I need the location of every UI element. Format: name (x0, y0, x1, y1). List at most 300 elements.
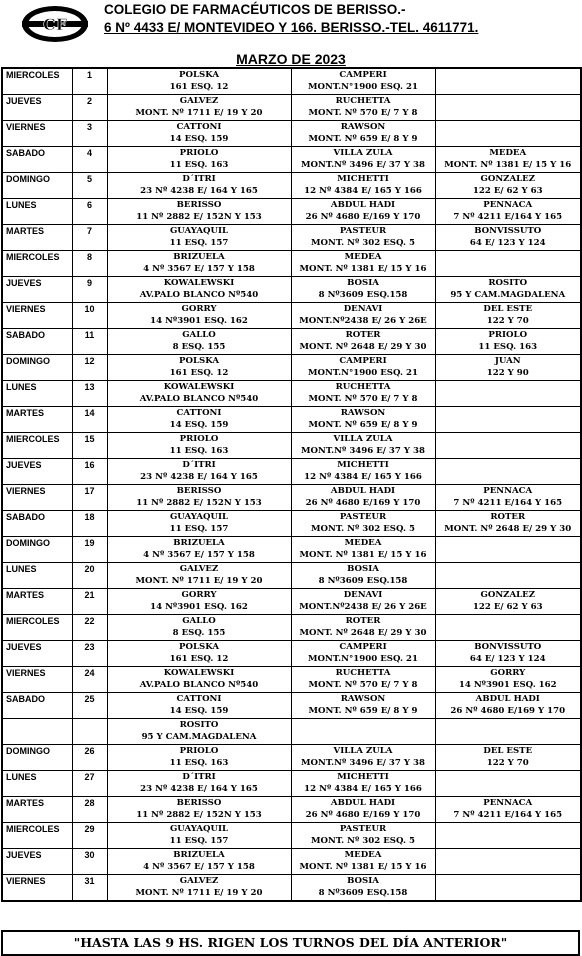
pharmacy-address: 14 ESQ. 159 (169, 134, 229, 144)
pharmacy-name: ABDUL HADI (330, 200, 396, 210)
pharmacy-cell (435, 693, 581, 719)
pharmacy-cell (291, 563, 435, 589)
page-title: MARZO DE 2023 (236, 51, 346, 67)
pharmacy-address: MONT.Nº2438 E/ 26 Y 26E (299, 602, 427, 612)
pharmacy-address: 11 ESQ. 163 (478, 342, 538, 352)
day-name: SABADO (2, 693, 72, 719)
pharmacy-name: RUCHETTA (335, 668, 391, 678)
footer-note: "HASTA LAS 9 HS. RIGEN LOS TURNOS DEL DÍA ANTERIOR" (1, 930, 580, 956)
pharmacy-address: 8 Nº3609 ESQ.158 (318, 290, 408, 300)
pharmacy-cell (291, 849, 435, 875)
pharmacy-cell (291, 251, 435, 277)
pharmacy-address: 26 Nº 4680 E/169 Y 170 (305, 212, 421, 222)
pharmacy-name: MEDEA (344, 538, 382, 548)
pharmacy-name: GORRY (181, 590, 217, 600)
pharmacy-name: CAMPERI (339, 642, 387, 652)
pharmacy-name: RAWSON (340, 694, 386, 704)
pharmacy-address: 161 ESQ. 12 (169, 82, 229, 92)
pharmacy-cell (435, 381, 581, 407)
pharmacy-cell (435, 641, 581, 667)
pharmacy-address: 11 ESQ. 157 (169, 238, 229, 248)
pharmacy-cell (435, 329, 581, 355)
day-number: 10 (72, 303, 107, 329)
pharmacy-address: MONT.Nº 3496 E/ 37 Y 38 (301, 446, 425, 456)
pharmacy-name: BERISSO (176, 200, 222, 210)
table-row (2, 875, 581, 902)
pharmacy-name: BOSIA (347, 876, 379, 886)
pharmacy-cell (107, 68, 291, 95)
pharmacy-name: ABDUL HADI (475, 694, 540, 704)
pharmacy-address: AV.PALO BLANCO Nº540 (139, 680, 259, 690)
pharmacy-name: BOSIA (347, 564, 379, 574)
pharmacy-cell (435, 745, 581, 771)
pharmacy-cell (107, 147, 291, 173)
pharmacy-cell (435, 173, 581, 199)
table-row (2, 277, 581, 303)
pharmacy-cell (107, 95, 291, 121)
table-row (2, 823, 581, 849)
day-name: SABADO (2, 329, 72, 355)
day-name: MARTES (2, 225, 72, 251)
pharmacy-cell (291, 95, 435, 121)
pharmacy-name: BERISSO (176, 486, 222, 496)
pharmacy-cell (107, 303, 291, 329)
pharmacy-cell (291, 173, 435, 199)
pharmacy-cell (107, 563, 291, 589)
pharmacy-name: ABDUL HADI (330, 798, 396, 808)
pharmacy-cell (107, 277, 291, 303)
svg-text:CF: CF (42, 15, 68, 34)
day-number: 25 (72, 693, 107, 719)
pharmacy-cell (291, 459, 435, 485)
day-number: 28 (72, 797, 107, 823)
pharmacy-name: GALLO (182, 616, 216, 626)
pharmacy-cell (291, 537, 435, 563)
day-number: 19 (72, 537, 107, 563)
pharmacy-name: GUAYAQUIL (169, 824, 229, 834)
pharmacy-cell (435, 277, 581, 303)
pharmacy-cell (435, 589, 581, 615)
table-row (2, 68, 581, 95)
pharmacy-address: MONT. Nº 570 E/ 7 Y 8 (308, 108, 418, 118)
pharmacy-address: MONT. Nº 659 E/ 8 Y 9 (308, 134, 418, 144)
pharmacy-cell (435, 667, 581, 693)
pharmacy-cell (107, 719, 291, 745)
day-number: 4 (72, 147, 107, 173)
pharmacy-cell (435, 251, 581, 277)
pharmacy-name: GALVEZ (179, 564, 219, 574)
table-row (2, 225, 581, 251)
pharmacy-address: 14 ESQ. 159 (169, 420, 229, 430)
day-number: 23 (72, 641, 107, 667)
pharmacy-name: PRIOLO (179, 148, 219, 158)
pharmacy-cell (435, 537, 581, 563)
day-name: JUEVES (2, 277, 72, 303)
day-number: 22 (72, 615, 107, 641)
pharmacy-name: KOWALEWSKI (163, 382, 235, 392)
pharmacy-cell (107, 225, 291, 251)
pharmacy-address: MONT.N°1900 ESQ. 21 (308, 82, 418, 92)
pharmacy-name: GALVEZ (179, 876, 219, 886)
pharmacy-cell (107, 537, 291, 563)
pharmacy-name: GONZALEZ (480, 590, 535, 600)
pharmacy-cell (291, 719, 435, 745)
pharmacy-name: PRIOLO (179, 746, 219, 756)
pharmacy-cell (107, 381, 291, 407)
pharmacy-name: PRIOLO (179, 434, 219, 444)
day-number (72, 719, 107, 745)
day-number: 31 (72, 875, 107, 902)
pharmacy-name: BONVISSUTO (474, 226, 542, 236)
pharmacy-cell (435, 511, 581, 537)
pharmacy-cell (291, 823, 435, 849)
pharmacy-address: 11 Nº 2882 E/ 152N Y 153 (136, 212, 262, 222)
pharmacy-name: PENNACA (483, 200, 533, 210)
pharmacy-cell (435, 615, 581, 641)
pharmacy-address: 12 Nº 4384 E/ 165 Y 166 (304, 784, 422, 794)
day-number: 3 (72, 121, 107, 147)
day-name: MIERCOLES (2, 68, 72, 95)
pharmacy-address: 23 Nº 4238 E/ 164 Y 165 (140, 784, 258, 794)
pharmacy-name: POLSKA (179, 356, 219, 366)
pharmacy-address: 23 Nº 4238 E/ 164 Y 165 (140, 472, 258, 482)
pharmacy-address: MONT. Nº 302 ESQ. 5 (311, 836, 415, 846)
pharmacy-cell (435, 95, 581, 121)
pharmacy-cell (291, 277, 435, 303)
pharmacy-name: BRIZUELA (173, 538, 225, 548)
pharmacy-address: MONT. Nº 2648 E/ 29 Y 30 (444, 524, 572, 534)
pharmacy-cell (291, 147, 435, 173)
day-number: 27 (72, 771, 107, 797)
pharmacy-cell (291, 745, 435, 771)
pharmacy-cell (107, 823, 291, 849)
pharmacy-address: 11 ESQ. 157 (169, 836, 229, 846)
pharmacy-address: MONT.N°1900 ESQ. 21 (308, 654, 418, 664)
pharmacy-address: 26 Nº 4680 E/169 Y 170 (305, 498, 421, 508)
pharmacy-cell (291, 693, 435, 719)
day-number: 5 (72, 173, 107, 199)
header (0, 0, 582, 48)
pharmacy-cell (107, 459, 291, 485)
pharmacy-cell (291, 797, 435, 823)
pharmacy-name: PRIOLO (488, 330, 528, 340)
pharmacy-name: KOWALEWSKI (163, 278, 235, 288)
pharmacy-address: 14 Nº3901 ESQ. 162 (150, 602, 248, 612)
pharmacy-address: MONT. Nº 1381 E/ 15 Y 16 (299, 862, 427, 872)
day-number: 2 (72, 95, 107, 121)
pharmacy-cell (291, 641, 435, 667)
pharmacy-cell (107, 667, 291, 693)
pharmacy-address: MONT.Nº 3496 E/ 37 Y 38 (301, 758, 425, 768)
pharmacy-address: 11 ESQ. 163 (169, 446, 229, 456)
table-row (2, 537, 581, 563)
pharmacy-name: JUAN (494, 356, 521, 366)
pharmacy-cell (291, 355, 435, 381)
day-name (2, 719, 72, 745)
day-name: DOMINGO (2, 355, 72, 381)
pharmacy-address: 4 Nº 3567 E/ 157 Y 158 (143, 550, 255, 560)
pharmacy-name: ABDUL HADI (330, 486, 396, 496)
pharmacy-name: RUCHETTA (335, 382, 391, 392)
pharmacy-address: 122 E/ 62 Y 63 (472, 186, 543, 196)
day-name: MARTES (2, 407, 72, 433)
pharmacy-address: 14 ESQ. 159 (169, 706, 229, 716)
pharmacy-address: 95 Y CAM.MAGDALENA (450, 290, 566, 300)
pharmacy-address: MONT.Nº2438 E/ 26 Y 26E (299, 316, 427, 326)
pharmacy-address: 7 Nº 4211 E/164 Y 165 (453, 810, 563, 820)
pharmacy-cell (435, 823, 581, 849)
pharmacy-address: 26 Nº 4680 E/169 Y 170 (305, 810, 421, 820)
pharmacy-cell (291, 329, 435, 355)
pharmacy-cell (435, 225, 581, 251)
pharmacy-address: 122 Y 70 (486, 758, 529, 768)
pharmacy-address: 64 E/ 123 Y 124 (469, 238, 546, 248)
pharmacy-address: 122 Y 90 (486, 368, 529, 378)
pharmacy-name: GUAYAQUIL (169, 512, 229, 522)
college-address: 6 Nº 4433 E/ MONTEVIDEO Y 166. BERISSO.-TEL. 4611771. (104, 20, 479, 35)
table-row (2, 719, 581, 745)
table-row (2, 667, 581, 693)
pharmacy-name: MEDEA (344, 252, 382, 262)
day-name: VIERNES (2, 485, 72, 511)
table-row (2, 173, 581, 199)
pharmacy-address: MONT. Nº 1711 E/ 19 Y 20 (135, 888, 263, 898)
pharmacy-name: MICHETTI (337, 460, 389, 470)
pharmacy-cell (291, 381, 435, 407)
table-row (2, 563, 581, 589)
day-name: MIERCOLES (2, 433, 72, 459)
pharmacy-name: MICHETTI (337, 772, 389, 782)
day-number: 9 (72, 277, 107, 303)
day-name: SABADO (2, 147, 72, 173)
pharmacy-cell (107, 771, 291, 797)
pharmacy-address: 122 E/ 62 Y 63 (472, 602, 543, 612)
day-number: 17 (72, 485, 107, 511)
pharmacy-name: DENAVI (343, 590, 383, 600)
pharmacy-name: KOWALEWSKI (163, 668, 235, 678)
pharmacy-cell (435, 485, 581, 511)
day-name: VIERNES (2, 875, 72, 902)
pharmacy-cell (291, 511, 435, 537)
pharmacy-cell (107, 485, 291, 511)
pharmacy-name: CATTONI (176, 408, 222, 418)
pharmacy-cell (107, 433, 291, 459)
pharmacy-name: GALVEZ (179, 96, 219, 106)
day-number: 7 (72, 225, 107, 251)
pharmacy-name: CATTONI (176, 694, 222, 704)
table-row (2, 511, 581, 537)
pharmacy-name: MEDEA (344, 850, 382, 860)
pharmacy-name: GORRY (181, 304, 217, 314)
pharmacy-name: GUAYAQUIL (169, 226, 229, 236)
pharmacy-address: AV.PALO BLANCO Nº540 (139, 290, 259, 300)
day-name: SABADO (2, 511, 72, 537)
pharmacy-name: PASTEUR (339, 512, 387, 522)
pharmacy-address: 64 E/ 123 Y 124 (469, 654, 546, 664)
pharmacy-name: ROTER (490, 512, 526, 522)
pharmacy-name: DEL ESTE (483, 304, 533, 314)
pharmacy-address: MONT. Nº 1381 E/ 15 Y 16 (299, 264, 427, 274)
college-logo (20, 4, 90, 44)
day-name: JUEVES (2, 641, 72, 667)
table-row (2, 589, 581, 615)
pharmacy-address: 122 Y 70 (486, 316, 529, 326)
table-row (2, 433, 581, 459)
pharmacy-cell (291, 615, 435, 641)
pharmacy-address: 161 ESQ. 12 (169, 368, 229, 378)
table-row (2, 251, 581, 277)
pharmacy-address: 14 Nº3901 ESQ. 162 (150, 316, 248, 326)
pharmacy-cell (291, 199, 435, 225)
pharmacy-cell (107, 849, 291, 875)
pharmacy-name: ROTER (345, 616, 381, 626)
table-row (2, 771, 581, 797)
pharmacy-address: 12 Nº 4384 E/ 165 Y 166 (304, 472, 422, 482)
pharmacy-name: BERISSO (176, 798, 222, 808)
day-name: JUEVES (2, 459, 72, 485)
day-number: 30 (72, 849, 107, 875)
pharmacy-cell (291, 771, 435, 797)
pharmacy-address: 4 Nº 3567 E/ 157 Y 158 (143, 862, 255, 872)
pharmacy-cell (107, 589, 291, 615)
table-row (2, 95, 581, 121)
pharmacy-cell (435, 797, 581, 823)
day-name: LUNES (2, 199, 72, 225)
pharmacy-address: 12 Nº 4384 E/ 165 Y 166 (304, 186, 422, 196)
pharmacy-address: 161 ESQ. 12 (169, 654, 229, 664)
pharmacy-cell (107, 797, 291, 823)
pharmacy-cell (435, 68, 581, 95)
table-row (2, 797, 581, 823)
day-name: DOMINGO (2, 173, 72, 199)
day-name: MIERCOLES (2, 823, 72, 849)
table-row (2, 459, 581, 485)
pharmacy-name: GORRY (490, 668, 526, 678)
day-number: 14 (72, 407, 107, 433)
pharmacy-name: D´ITRI (182, 772, 216, 782)
pharmacy-address: MONT. Nº 659 E/ 8 Y 9 (308, 706, 418, 716)
pharmacy-address: MONT. Nº 1711 E/ 19 Y 20 (135, 108, 263, 118)
pharmacy-name: D´ITRI (182, 460, 216, 470)
day-name: LUNES (2, 381, 72, 407)
pharmacy-name: RAWSON (340, 122, 386, 132)
table-row (2, 147, 581, 173)
pharmacy-cell (107, 173, 291, 199)
pharmacy-cell (107, 407, 291, 433)
pharmacy-cell (435, 563, 581, 589)
table-row (2, 693, 581, 719)
day-number: 24 (72, 667, 107, 693)
college-name: COLEGIO DE FARMACÉUTICOS DE BERISSO.- (104, 2, 406, 17)
day-name: VIERNES (2, 121, 72, 147)
day-number: 6 (72, 199, 107, 225)
pharmacy-cell (435, 849, 581, 875)
pharmacy-address: MONT. Nº 659 E/ 8 Y 9 (308, 420, 418, 430)
pharmacy-cell (291, 68, 435, 95)
table-row (2, 407, 581, 433)
pharmacy-cell (107, 511, 291, 537)
pharmacy-address: 23 Nº 4238 E/ 164 Y 165 (140, 186, 258, 196)
pharmacy-address: MONT. Nº 2648 E/ 29 Y 30 (299, 342, 427, 352)
pharmacy-name: DEL ESTE (483, 746, 533, 756)
day-number: 26 (72, 745, 107, 771)
pharmacy-address: 11 ESQ. 163 (169, 160, 229, 170)
pharmacy-cell (107, 329, 291, 355)
table-row (2, 199, 581, 225)
table-row (2, 485, 581, 511)
day-name: MIERCOLES (2, 615, 72, 641)
day-number: 8 (72, 251, 107, 277)
pharmacy-address: 26 Nº 4680 E/169 Y 170 (450, 706, 566, 716)
pharmacy-cell (107, 251, 291, 277)
table-row (2, 329, 581, 355)
pharmacy-cell (435, 719, 581, 745)
pharmacy-address: MONT. Nº 302 ESQ. 5 (311, 238, 415, 248)
day-name: LUNES (2, 563, 72, 589)
pharmacy-address: MONT. Nº 1381 E/ 15 Y 16 (299, 550, 427, 560)
day-name: DOMINGO (2, 745, 72, 771)
pharmacy-address: 8 ESQ. 155 (172, 628, 226, 638)
pharmacy-cell (435, 147, 581, 173)
pharmacy-address: MONT.N°1900 ESQ. 21 (308, 368, 418, 378)
pharmacy-cell (291, 225, 435, 251)
pharmacy-name: GONZALEZ (480, 174, 535, 184)
pharmacy-cell (435, 433, 581, 459)
pharmacy-cell (107, 641, 291, 667)
pharmacy-address: MONT. Nº 1711 E/ 19 Y 20 (135, 576, 263, 586)
pharmacy-cell (435, 771, 581, 797)
day-name: DOMINGO (2, 537, 72, 563)
day-number: 21 (72, 589, 107, 615)
pharmacy-cell (291, 667, 435, 693)
pharmacy-address: 11 ESQ. 163 (169, 758, 229, 768)
pharmacy-cell (291, 589, 435, 615)
pharmacy-name: DENAVI (343, 304, 383, 314)
pharmacy-cell (291, 433, 435, 459)
pharmacy-address: 7 Nº 4211 E/164 Y 165 (453, 212, 563, 222)
pharmacy-schedule-table (1, 67, 582, 902)
pharmacy-name: BOSIA (347, 278, 379, 288)
pharmacy-address: 11 Nº 2882 E/ 152N Y 153 (136, 498, 262, 508)
pharmacy-name: PENNACA (483, 798, 533, 808)
pharmacy-cell (435, 459, 581, 485)
pharmacy-name: PASTEUR (339, 824, 387, 834)
pharmacy-cell (291, 875, 435, 902)
pharmacy-address: MONT. Nº 302 ESQ. 5 (311, 524, 415, 534)
pharmacy-cell (435, 303, 581, 329)
pharmacy-name: BRIZUELA (173, 850, 225, 860)
pharmacy-cell (435, 407, 581, 433)
day-number: 11 (72, 329, 107, 355)
pharmacy-cell (435, 199, 581, 225)
table-row (2, 849, 581, 875)
pharmacy-name: RUCHETTA (335, 96, 391, 106)
pharmacy-name: ROSITO (179, 720, 219, 730)
pharmacy-cell (291, 121, 435, 147)
pharmacy-cell (291, 407, 435, 433)
pharmacy-address: MONT. Nº 2648 E/ 29 Y 30 (299, 628, 427, 638)
pharmacy-name: CAMPERI (339, 356, 387, 366)
table-row (2, 303, 581, 329)
pharmacy-cell (435, 355, 581, 381)
pharmacy-name: ROTER (345, 330, 381, 340)
pharmacy-address: 14 Nº3901 ESQ. 162 (458, 680, 557, 690)
pharmacy-name: BRIZUELA (173, 252, 225, 262)
pharmacy-cell (291, 303, 435, 329)
day-name: JUEVES (2, 849, 72, 875)
table-row (2, 355, 581, 381)
pharmacy-name: D´ITRI (182, 174, 216, 184)
